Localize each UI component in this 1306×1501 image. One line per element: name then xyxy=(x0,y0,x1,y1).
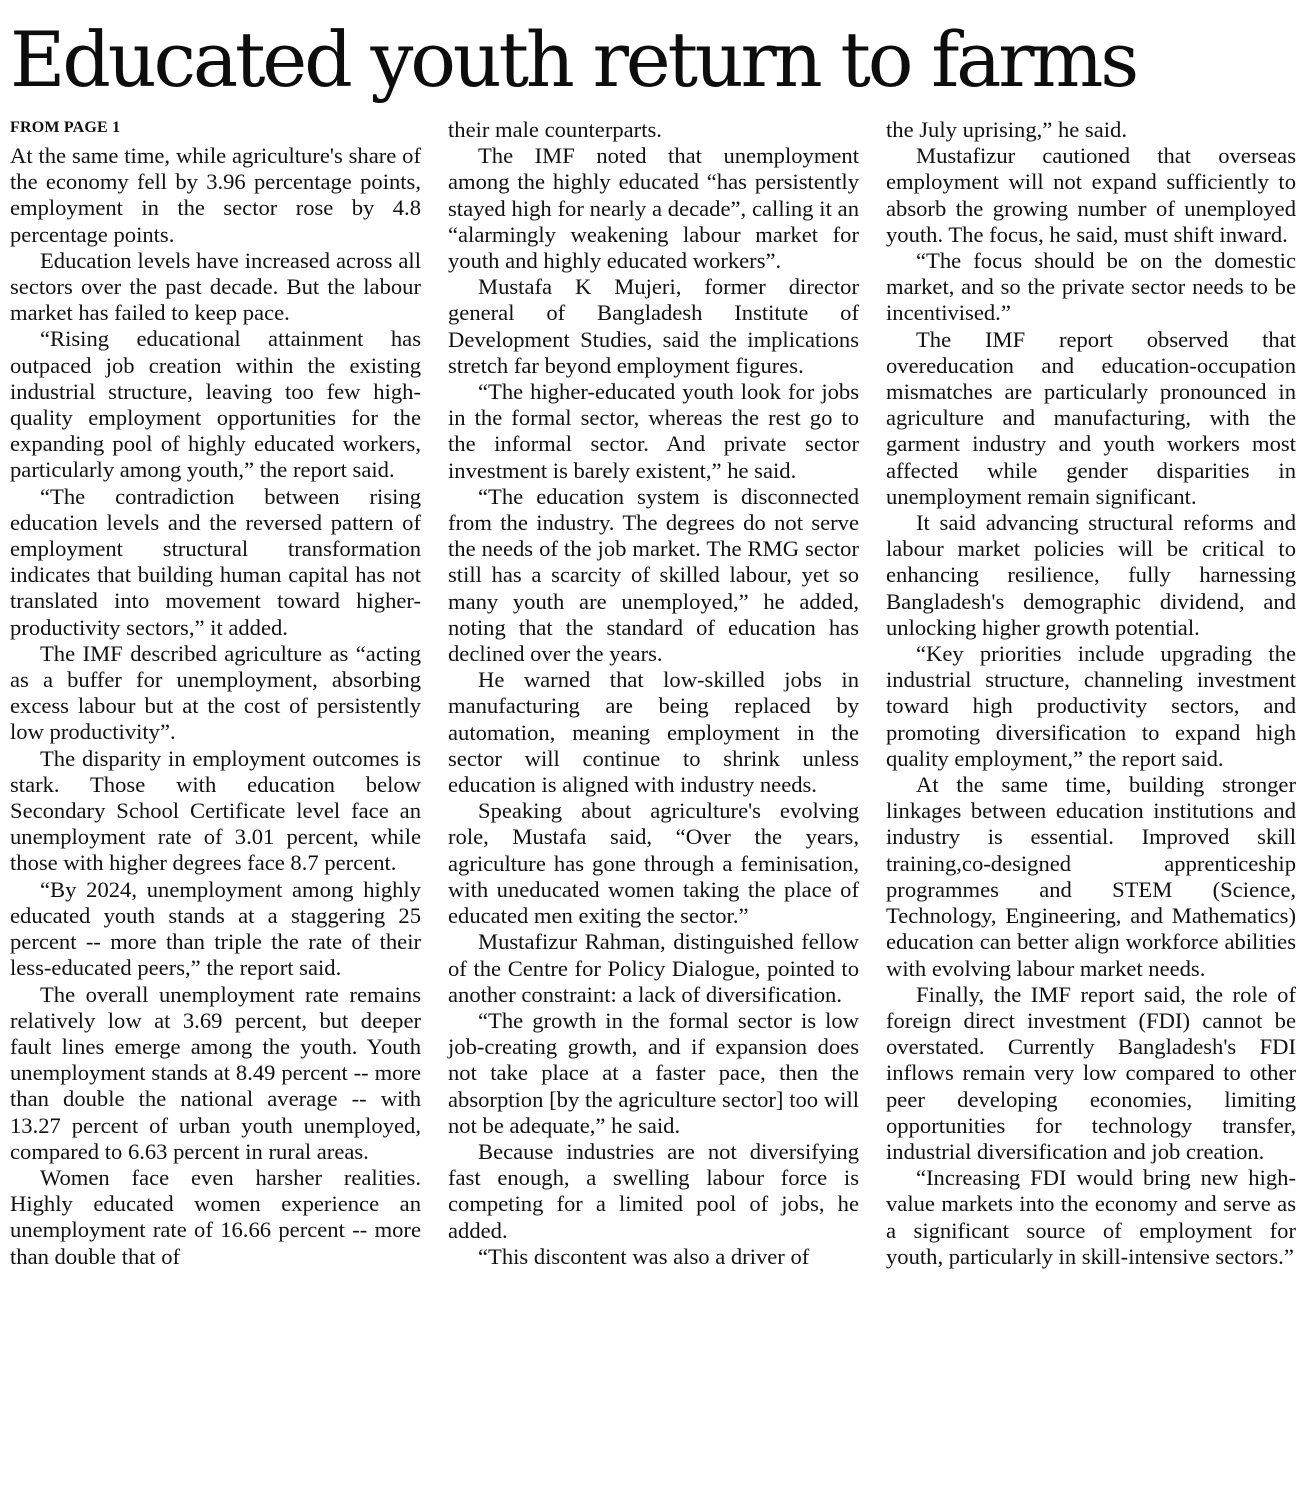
paragraph: Mustafizur Rahman, distinguished fellow of the Centre for Policy Dialogue, pointed to another constraint: a lack of diversification. xyxy=(448,929,859,1007)
paragraph: At the same time, building stronger linkages between education institutions and industry is essential. Improved skill training,co-designed apprenticeship programmes and STEM (Science, Technology, Engineering, and Mathematics) education can better align workforce abilities with evolving labour market needs. xyxy=(886,772,1296,981)
paragraph: It said advancing structural reforms and labour market policies will be critical to enhancing resilience, fully harnessing Bangladesh's demographic dividend, and unlocking higher growth potential. xyxy=(886,510,1296,640)
paragraph: Education levels have increased across all sectors over the past decade. But the labour market has failed to keep pace. xyxy=(10,247,421,326)
paragraph: At the same time, while agriculture's share of the economy fell by 3.96 percentage points, employment in the sector rose by 4.8 percentage points. xyxy=(10,143,421,247)
article-column-1 xyxy=(10,117,421,1270)
paragraph: He warned that low-skilled jobs in manufacturing are being replaced by automation, meaning employment in the sector will continue to shrink unless education is aligned with industry needs. xyxy=(448,667,859,798)
paragraph: Women face even harsher realities. Highly educated women experience an unemployment rate of 16.66 percent -- more than double that of xyxy=(10,1164,421,1269)
headline: Educated youth return to farms xyxy=(10,15,1137,104)
paragraph: “The higher-educated youth look for jobs in the formal sector, whereas the rest go to the informal sector. And private sector investment is barely existent,” he said. xyxy=(448,379,859,483)
paragraph: Mustafizur cautioned that overseas employment will not expand sufficiently to absorb the growing number of unemployed youth. The focus, he said, must shift inward. xyxy=(886,143,1296,247)
paragraph: The IMF described agriculture as “acting as a buffer for unemployment, absorbing excess labour but at the cost of persistently low productivity”. xyxy=(10,640,421,745)
paragraph: “By 2024, unemployment among highly educated youth stands at a staggering 25 percent -- more than triple the rate of their less-educated peers,” the report said. xyxy=(10,876,421,981)
paragraph: Because industries are not diversifying fast enough, a swelling labour force is competing for a limited pool of jobs, he added. xyxy=(448,1138,859,1243)
paragraph: “Rising educational attainment has outpaced job creation within the existing industrial structure, leaving too few high-quality employment opportunities for the expanding pool of highly educated workers, particularly among youth,” the report said. xyxy=(10,326,421,483)
paragraph: The IMF noted that unemployment among the highly educated “has persistently stayed high for nearly a decade”, calling it an “alarmingly weakening labour market for youth and highly educated workers”. xyxy=(448,143,859,274)
paragraph: Finally, the IMF report said, the role of foreign direct investment (FDI) cannot be overstated. Currently Bangladesh's FDI inflows remain very low compared to other peer developing economies, limiting opportunities for technology transfer, industrial diversification and job creation. xyxy=(886,981,1296,1164)
article-column-2 xyxy=(448,117,859,1270)
paragraph: “The contradiction between rising education levels and the reversed pattern of employment structural transformation indicates that building human capital has not translated into movement toward higher-productivity sectors,” it added. xyxy=(10,483,421,640)
paragraph: the July uprising,” he said. xyxy=(886,117,1127,142)
paragraph: “This discontent was also a driver of xyxy=(478,1243,810,1269)
paragraph: “Increasing FDI would bring new high-value markets into the economy and serve as a significant source of employment for youth, particularly in skill-intensive sectors.” xyxy=(886,1165,1296,1269)
paragraph: Mustafa K Mujeri, former director general of Bangladesh Institute of Development Studies, said the implications stretch far beyond employment figures. xyxy=(448,274,859,378)
paragraph: “The education system is disconnected from the industry. The degrees do not serve the needs of the job market. The RMG sector still has a scarcity of skilled labour, yet so many youth are unemployed,” he added, noting that the standard of education has declined over the years. xyxy=(448,483,859,667)
paragraph: “The focus should be on the domestic market, and so the private sector needs to be incentivised.” xyxy=(886,248,1296,326)
paragraph: “Key priorities include upgrading the industrial structure, channeling investment toward high productivity sectors, and promoting diversification to expand high quality employment,” the report said. xyxy=(886,641,1296,771)
paragraph: The IMF report observed that overeducation and education-occupation mismatches are particularly pronounced in agriculture and manufacturing, with the garment industry and youth workers most affected while gender disparities in unemployment remain significant. xyxy=(886,326,1296,509)
paragraph: The disparity in employment outcomes is stark. Those with education below Secondary School Certificate level face an unemployment rate of 3.01 percent, while those with higher degrees face 8.7 percent. xyxy=(10,745,421,876)
paragraph: “The growth in the formal sector is low job-creating growth, and if expansion does not take place at a faster pace, then the absorption [by the agriculture sector] too will not be adequate,” he said. xyxy=(448,1007,859,1138)
paragraph: Speaking about agriculture's evolving role, Mustafa said, “Over the years, agriculture has gone through a feminisation, with uneducated women taking the place of educated men exiting the sector.” xyxy=(448,798,859,929)
paragraph: The overall unemployment rate remains relatively low at 3.69 percent, but deeper fault lines emerge among the youth. Youth unemployment stands at 8.49 percent -- more than double the national average -- with 13.27 percent of urban youth unemployed, compared to 6.63 percent in rural areas. xyxy=(10,981,421,1164)
paragraph: their male counterparts. xyxy=(448,117,662,142)
article-column-3 xyxy=(886,117,1296,1270)
continued-from-label: FROM PAGE 1 xyxy=(10,119,121,136)
